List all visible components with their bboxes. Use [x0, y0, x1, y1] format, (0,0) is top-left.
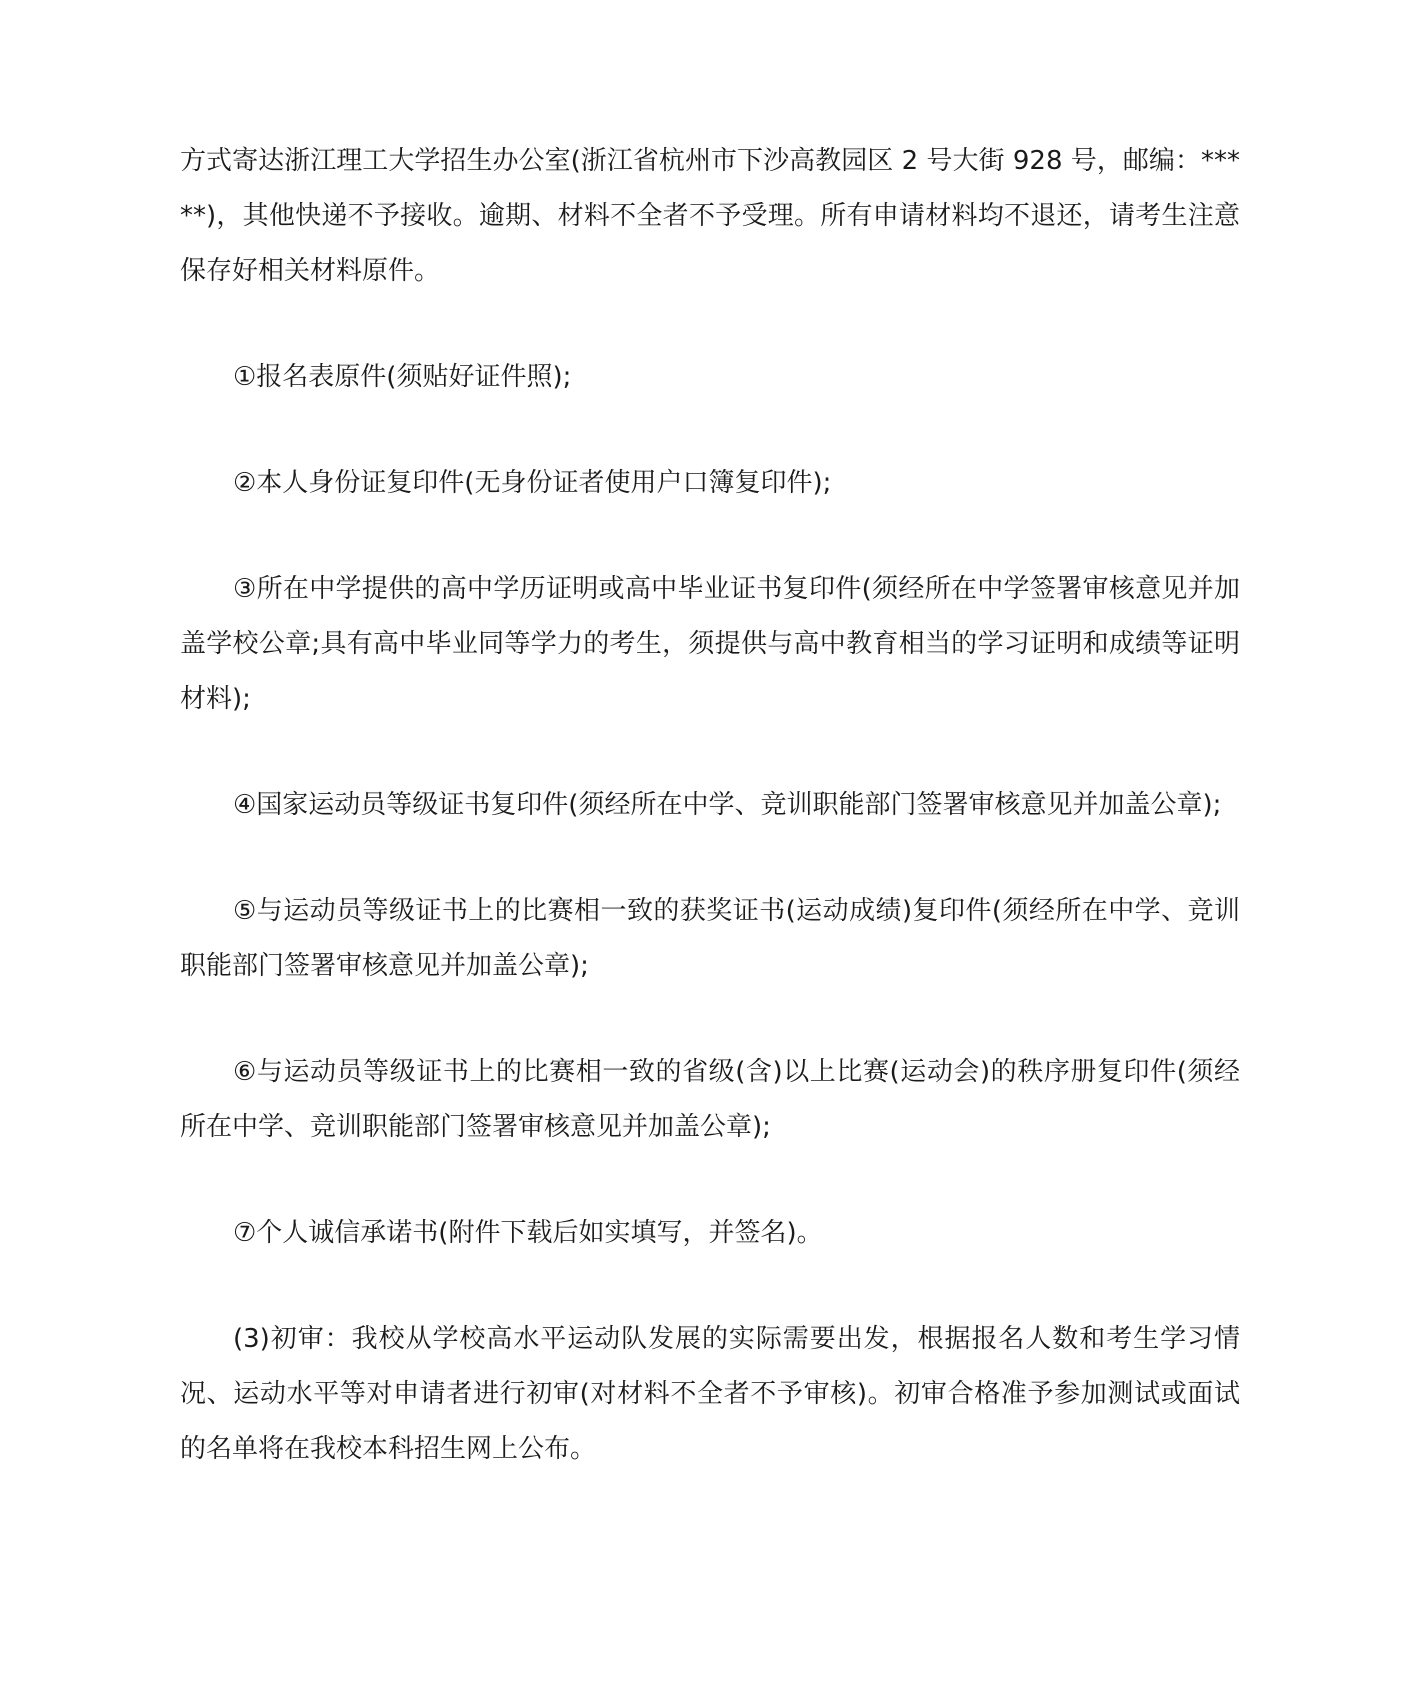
paragraph-mailing-instructions: 方式寄达浙江理工大学招生办公室(浙江省杭州市下沙高教园区 2 号大街 928 号，邮编：*****)，其他快递不予接收。逾期、材料不全者不予受理。所有申请材料均不退还，请考生注意保存好相关材料原件。	[180, 146, 1240, 286]
list-item-integrity-pledge: ⑦个人诚信承诺书(附件下载后如实填写，并签名)。	[233, 1218, 823, 1248]
list-item-registration-form: ①报名表原件(须贴好证件照);	[233, 362, 572, 392]
list-item-id-card-copy: ②本人身份证复印件(无身份证者使用户口簿复印件);	[233, 468, 832, 498]
list-item-athlete-certificate: ④国家运动员等级证书复印件(须经所在中学、竞训职能部门签署审核意见并加盖公章);	[233, 790, 1222, 820]
document-body	[180, 134, 1240, 1477]
list-item-competition-program: ⑥与运动员等级证书上的比赛相一致的省级(含)以上比赛(运动会)的秩序册复印件(须经所在中学、竞训职能部门签署审核意见并加盖公章);	[180, 1057, 1240, 1142]
list-item-education-certificate: ③所在中学提供的高中学历证明或高中毕业证书复印件(须经所在中学签署审核意见并加盖学校公章;具有高中毕业同等学力的考生，须提供与高中教育相当的学习证明和成绩等证明材料);	[180, 574, 1240, 714]
paragraph-preliminary-review: (3)初审：我校从学校高水平运动队发展的实际需要出发，根据报名人数和考生学习情况、运动水平等对申请者进行初审(对材料不全者不予审核)。初审合格准予参加测试或面试的名单将在我校本科招生网上公布。	[180, 1324, 1240, 1464]
list-item-award-certificate: ⑤与运动员等级证书上的比赛相一致的获奖证书(运动成绩)复印件(须经所在中学、竞训职能部门签署审核意见并加盖公章);	[180, 896, 1240, 981]
